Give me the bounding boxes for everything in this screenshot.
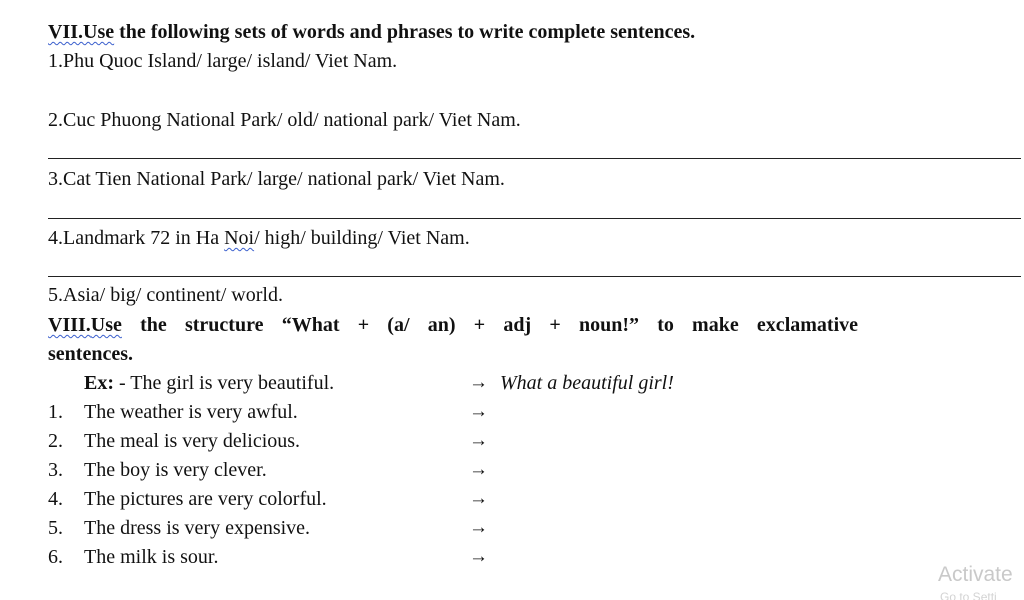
answer-arrow: → — [469, 401, 488, 422]
item-number: 6. — [48, 546, 63, 568]
item-number: 3. — [48, 459, 63, 481]
example-text: - The girl is very beautiful. — [114, 372, 335, 394]
item-text: 3.Cat Tien National Park/ large/ national park/ Viet Nam. — [48, 168, 505, 190]
section-8-heading-rest: the structure “What + (a/ an) + adj + noun!” to make exclamative — [121, 314, 858, 336]
section-7-item-3 — [48, 169, 505, 189]
exercise-sentence: The boy is very clever. — [84, 459, 267, 481]
section-7-item-4 — [48, 228, 470, 248]
item-number: 1. — [48, 401, 63, 423]
answer-line-2[interactable] — [48, 158, 1021, 159]
exercise-sentence: The meal is very delicious. — [84, 430, 301, 452]
section-7-numeral: VII. — [48, 21, 84, 43]
answer-arrow: → — [469, 459, 488, 480]
item-text-flagged: Noi — [224, 227, 255, 249]
activation-watermark-sub[interactable]: Go to Setti — [940, 590, 997, 600]
item-text: 5.Asia/ big/ continent/ world. — [48, 284, 283, 306]
answer-arrow: → — [469, 546, 488, 567]
answer-line-4[interactable] — [48, 276, 1021, 277]
example-label: Ex: — [84, 372, 114, 394]
answer-arrow: → — [469, 488, 488, 509]
example-row — [84, 373, 334, 393]
item-number: 2. — [48, 430, 63, 452]
item-text: 2.Cuc Phuong National Park/ old/ national park/ Viet Nam. — [48, 109, 521, 131]
section-7-heading-rest: the following sets of words and phrases to write complete sentences. — [114, 21, 696, 43]
answer-line-3[interactable] — [48, 218, 1021, 219]
exercise-sentence: The weather is very awful. — [84, 401, 298, 423]
section-8-heading-line2: sentences. — [48, 343, 133, 365]
exercise-sentence: The milk is sour. — [84, 546, 219, 568]
item-text-suffix: / high/ building/ Viet Nam. — [254, 227, 470, 249]
section-7-item-2 — [48, 110, 521, 130]
section-7-item-1 — [48, 51, 397, 71]
section-7-heading — [48, 22, 695, 42]
example-answer: What a beautiful girl! — [500, 372, 674, 394]
section-7-heading-word: Use — [83, 21, 115, 43]
section-8-heading — [48, 315, 858, 335]
answer-arrow: → — [469, 517, 488, 538]
item-text: 4.Landmark 72 in Ha — [48, 227, 225, 249]
answer-arrow: → — [469, 430, 488, 451]
exercise-sentence: The dress is very expensive. — [84, 517, 311, 539]
exercise-sentence: The pictures are very colorful. — [84, 488, 327, 510]
example-arrow: → — [469, 372, 488, 393]
item-number: 5. — [48, 517, 63, 539]
section-8-numeral: VIII. — [48, 314, 91, 336]
item-text: 1.Phu Quoc Island/ large/ island/ Viet Nam. — [48, 50, 398, 72]
activation-watermark: Activate — [938, 563, 1013, 586]
section-7-item-5 — [48, 285, 283, 305]
section-8-heading-word: Use — [90, 314, 122, 336]
item-number: 4. — [48, 488, 63, 510]
